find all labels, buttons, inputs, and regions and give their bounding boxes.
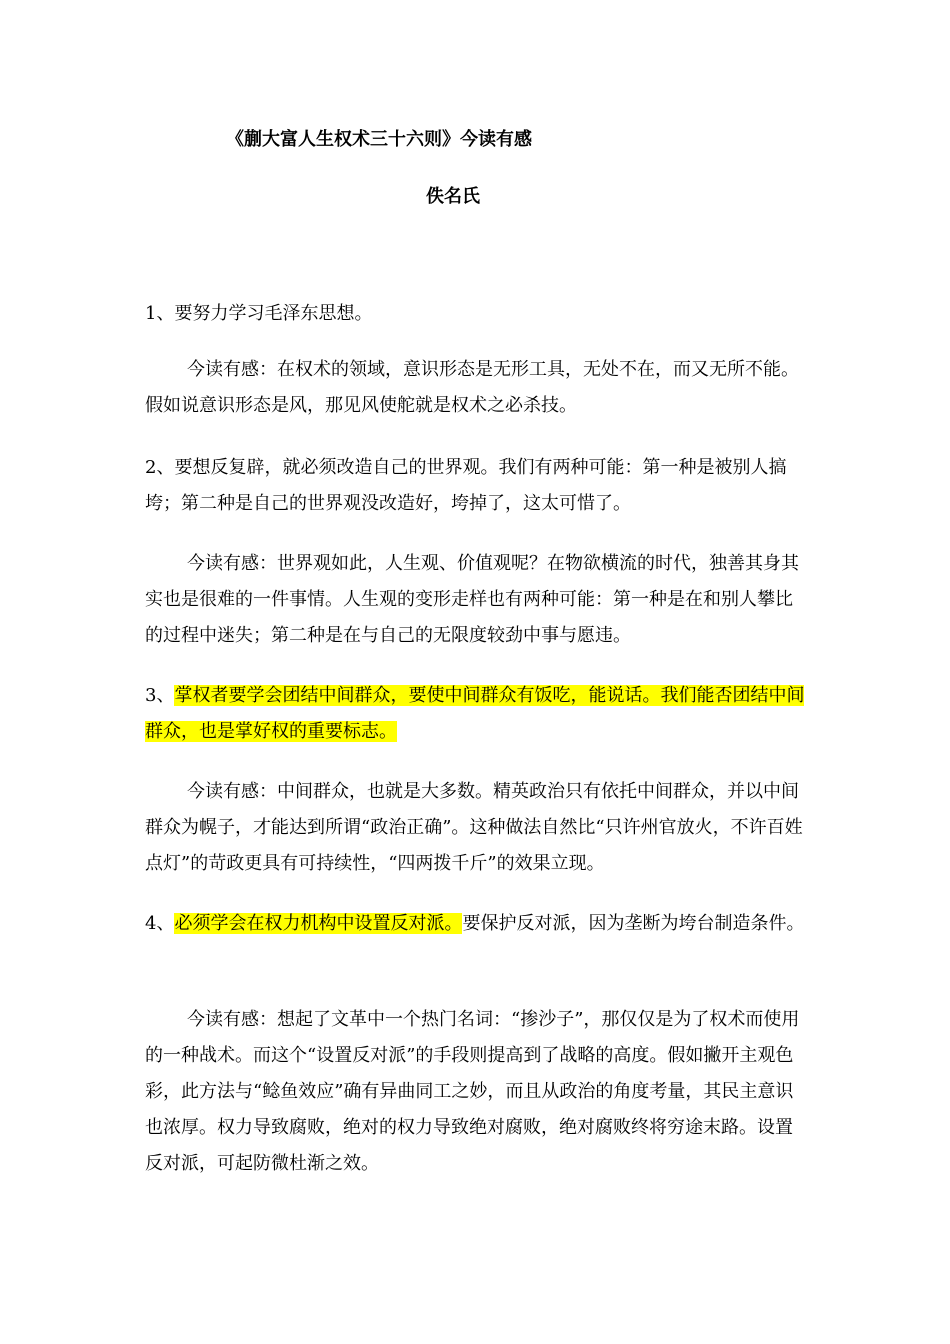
rule-3-number: 3、 <box>145 685 175 706</box>
comment-1: 今读有感：在权术的领域，意识形态是无形工具，无处不在，而又无所不能。假如说意识形态是风，那见风使舵就是权术之必杀技。 <box>145 359 799 416</box>
rule-4-number: 4、 <box>145 913 175 934</box>
document-author: 佚名氏 <box>426 186 480 207</box>
comment-2: 今读有感：世界观如此，人生观、价值观呢？在物欲横流的时代，独善其身其实也是很难的一件事情。人生观的变形走样也有两种可能：第一种是在和别人攀比的过程中迷失；第二种是在与自己的无限度较劲中事与愿违。 <box>145 553 799 646</box>
rule-3 <box>145 678 805 750</box>
document-title: 《蒯大富人生权术三十六则》今读有感 <box>226 129 532 150</box>
rule-4 <box>145 906 805 942</box>
rule-2: 2、要想反复辟，就必须改造自己的世界观。我们有两种可能：第一种是被别人搞垮；第二种是自己的世界观没改造好，垮掉了，这太可惜了。 <box>145 457 787 514</box>
comment-3: 今读有感：中间群众，也就是大多数。精英政治只有依托中间群众，并以中间群众为幌子，才能达到所谓“政治正确”。这种做法自然比“只许州官放火，不许百姓点灯”的苛政更具有可持续性，“四两拨千斤”的效果立现。 <box>145 781 803 874</box>
rule-3-highlighted-text: 掌权者要学会团结中间群众，要使中间群众有饭吃，能说话。我们能否团结中间群众，也是掌好权的重要标志。 <box>145 685 805 742</box>
rule-1: 1、要努力学习毛泽东思想。 <box>145 303 373 324</box>
rule-4-rest-text: 要保护反对派，因为垄断为垮台制造条件。 <box>462 913 805 934</box>
rule-4-highlighted-text: 必须学会在权力机构中设置反对派。 <box>174 913 463 934</box>
comment-4: 今读有感：想起了文革中一个热门名词：“掺沙子”，那仅仅是为了权术而使用的一种战术。而这个“设置反对派”的手段则提高到了战略的高度。假如撇开主观色彩，此方法与“鲶鱼效应”确有异曲同工之妙，而且从政治的角度考量，其民主意识也浓厚。权力导致腐败，绝对的权力导致绝对腐败，绝对腐败终将穷途末路。设置反对派，可起防微杜渐之效。 <box>145 1009 800 1174</box>
